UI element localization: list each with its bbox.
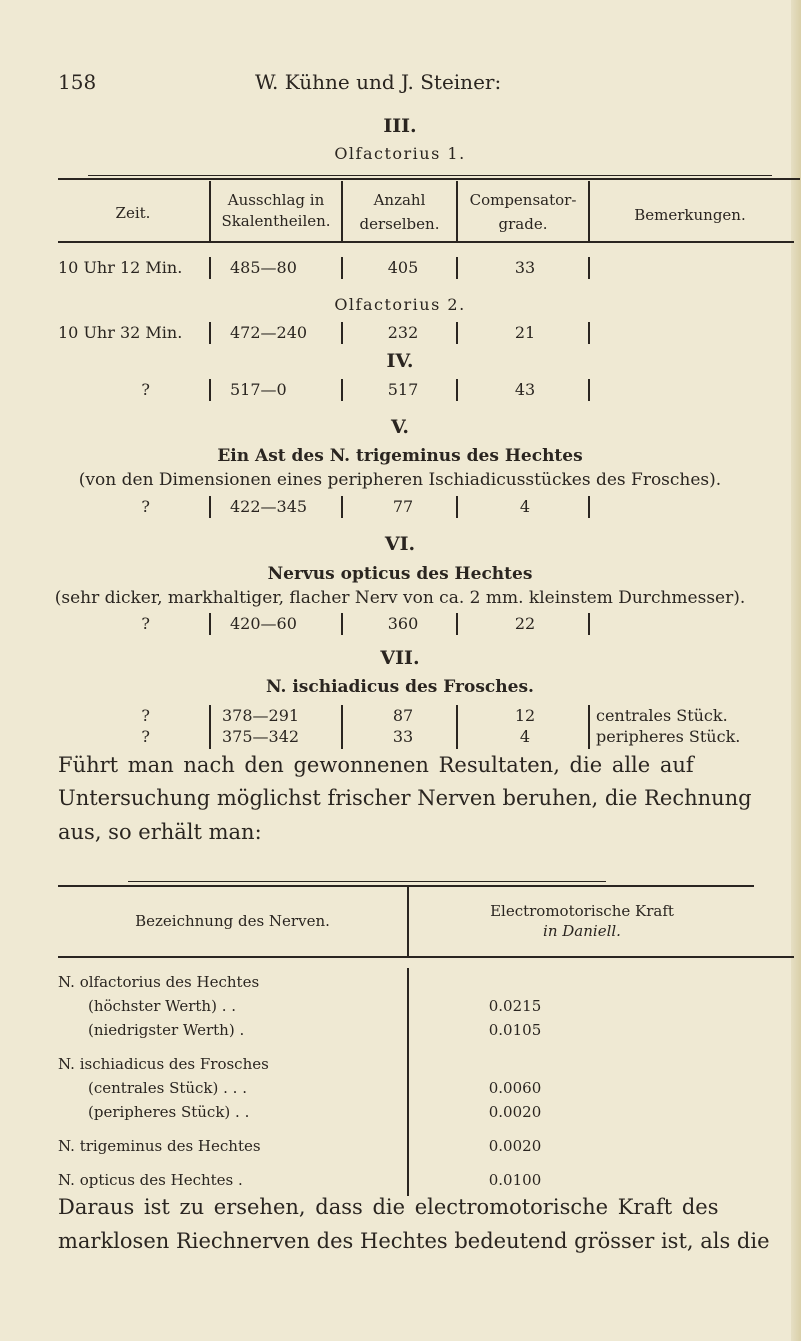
col-header-compensator-1: Compensator- — [469, 191, 577, 209]
cell-anzahl: 517 — [387, 380, 419, 399]
cell-zeit: ? — [141, 727, 150, 746]
cell-bemerkung: peripheres Stück. — [596, 727, 741, 746]
running-title: W. Kühne und J. Steiner: — [255, 70, 502, 94]
col-header-anzahl-2: derselben. — [359, 215, 440, 233]
cell-compensator: 21 — [514, 323, 536, 342]
row-bar — [588, 257, 590, 279]
cell-compensator: 33 — [514, 258, 536, 277]
cell-compensator: 12 — [514, 706, 536, 725]
row-bar — [588, 496, 590, 518]
col-header-zeit: Zeit. — [115, 204, 151, 222]
row-bar — [341, 705, 343, 749]
table1-top-rule — [88, 175, 772, 176]
row-bar — [341, 379, 343, 401]
cell-bemerkung: centrales Stück. — [596, 706, 728, 725]
row-bar — [341, 257, 343, 279]
cell-ausschlag: 378—291 — [222, 706, 300, 725]
cell-anzahl: 77 — [392, 497, 414, 516]
cell-anzahl: 87 — [392, 706, 414, 725]
paragraph-line: Untersuchung möglichst frischer Nerven beruhen, die Rechnung — [58, 786, 752, 810]
col-header-ausschlag-2: Skalentheilen. — [221, 212, 331, 230]
paragraph-line: Führt man nach den gewonnenen Resultaten, die alle auf — [58, 753, 694, 777]
col-header-kraft-1: Electromotorische Kraft — [490, 902, 674, 920]
cell-ausschlag: 375—342 — [222, 727, 300, 746]
section-iv: IV. — [386, 350, 414, 372]
section-vi: VI. — [384, 533, 416, 555]
row-bar — [209, 257, 211, 279]
cell-compensator: 4 — [519, 497, 531, 516]
page-edge — [791, 0, 801, 1341]
cell-zeit: 10 Uhr 32 Min. — [58, 323, 183, 342]
table2-top-rule-2 — [58, 885, 754, 887]
section-iii: III. — [383, 115, 417, 137]
section-v: V. — [390, 416, 410, 438]
section-vii-caption: N. ischiadicus des Frosches. — [266, 677, 534, 697]
row-bar — [341, 496, 343, 518]
cell-compensator: 22 — [514, 614, 536, 633]
col-header-kraft-2: in Daniell. — [543, 922, 621, 940]
paragraph-line: aus, so erhält man: — [58, 820, 262, 844]
kraft-value: 0.0105 — [488, 1021, 542, 1039]
cell-zeit: 10 Uhr 12 Min. — [58, 258, 183, 277]
col-header-ausschlag-1: Ausschlag in — [227, 191, 325, 209]
row-bar — [588, 379, 590, 401]
cell-anzahl: 405 — [387, 258, 419, 277]
cell-ausschlag: 422—345 — [230, 497, 308, 516]
col-header-anzahl-1: Anzahl — [373, 191, 426, 209]
paragraph-line: marklosen Riechnerven des Hechtes bedeutend grösser ist, als die — [58, 1229, 770, 1253]
cell-ausschlag: 472—240 — [230, 323, 308, 342]
cell-zeit: ? — [141, 380, 150, 399]
cell-compensator: 4 — [519, 727, 531, 746]
row-bar — [341, 613, 343, 635]
cell-anzahl: 33 — [392, 727, 414, 746]
table1-top-rule-2 — [58, 178, 800, 180]
olfactorius-2-subtitle: Olfactorius 2. — [334, 295, 466, 314]
kraft-value: 0.0100 — [488, 1171, 542, 1189]
row-bar — [588, 322, 590, 344]
row-bar — [588, 613, 590, 635]
kraft-value: 0.0020 — [488, 1103, 542, 1121]
page-number: 158 — [58, 70, 97, 94]
row-bar — [341, 322, 343, 344]
row-bar — [209, 496, 211, 518]
cell-ausschlag: 420—60 — [230, 614, 297, 633]
table1-header-rule — [58, 241, 794, 243]
cell-compensator: 43 — [514, 380, 536, 399]
col-header-compensator-2: grade. — [498, 215, 548, 233]
section-vii: VII. — [380, 647, 420, 669]
kraft-value: 0.0060 — [488, 1079, 542, 1097]
cell-ausschlag: 485—80 — [230, 258, 297, 277]
section-v-caption: Ein Ast des N. trigeminus des Hechtes — [217, 446, 583, 466]
table2-header-rule — [58, 956, 794, 958]
section-iii-subtitle: Olfactorius 1. — [334, 144, 466, 163]
nerve-label: N. trigeminus des Hechtes — [58, 1137, 261, 1155]
cell-zeit: ? — [141, 614, 150, 633]
row-bar — [209, 705, 211, 749]
cell-anzahl: 232 — [387, 323, 419, 342]
cell-zeit: ? — [141, 497, 150, 516]
cell-ausschlag: 517—0 — [230, 380, 287, 399]
cell-anzahl: 360 — [387, 614, 419, 633]
row-bar — [588, 705, 590, 749]
row-bar — [456, 322, 458, 344]
section-v-note: (von den Dimensionen eines peripheren Ischiadicusstückes des Frosches). — [78, 470, 722, 490]
nerve-label: (centrales Stück) . . . — [88, 1079, 247, 1097]
kraft-value: 0.0020 — [488, 1137, 542, 1155]
row-bar — [209, 379, 211, 401]
row-bar — [456, 613, 458, 635]
nerve-label: (peripheres Stück) . . — [88, 1103, 250, 1121]
col-divider — [407, 968, 409, 1196]
paragraph-line: Daraus ist zu ersehen, dass die electromotorische Kraft des — [58, 1195, 719, 1219]
nerve-label: N. olfactorius des Hechtes — [58, 973, 260, 991]
nerve-label: (höchster Werth) . . — [88, 997, 237, 1015]
col-divider — [407, 887, 409, 957]
kraft-value: 0.0215 — [488, 997, 542, 1015]
row-bar — [209, 613, 211, 635]
col-header-bemerkungen: Bemerkungen. — [634, 206, 746, 224]
row-bar — [456, 257, 458, 279]
nerve-label: N. opticus des Hechtes . — [58, 1171, 243, 1189]
nerve-label: N. ischiadicus des Frosches — [58, 1055, 269, 1073]
cell-zeit: ? — [141, 706, 150, 725]
row-bar — [456, 496, 458, 518]
section-vi-note: (sehr dicker, markhaltiger, flacher Nerv von ca. 2 mm. kleinstem Durchmesser). — [54, 588, 746, 608]
nerve-label: (niedrigster Werth) . — [88, 1021, 245, 1039]
col-header-bezeichnung: Bezeichnung des Nerven. — [135, 912, 330, 930]
table2-top-rule — [128, 881, 606, 882]
section-vi-caption: Nervus opticus des Hechtes — [267, 564, 533, 584]
row-bar — [209, 322, 211, 344]
row-bar — [456, 379, 458, 401]
row-bar — [456, 705, 458, 749]
